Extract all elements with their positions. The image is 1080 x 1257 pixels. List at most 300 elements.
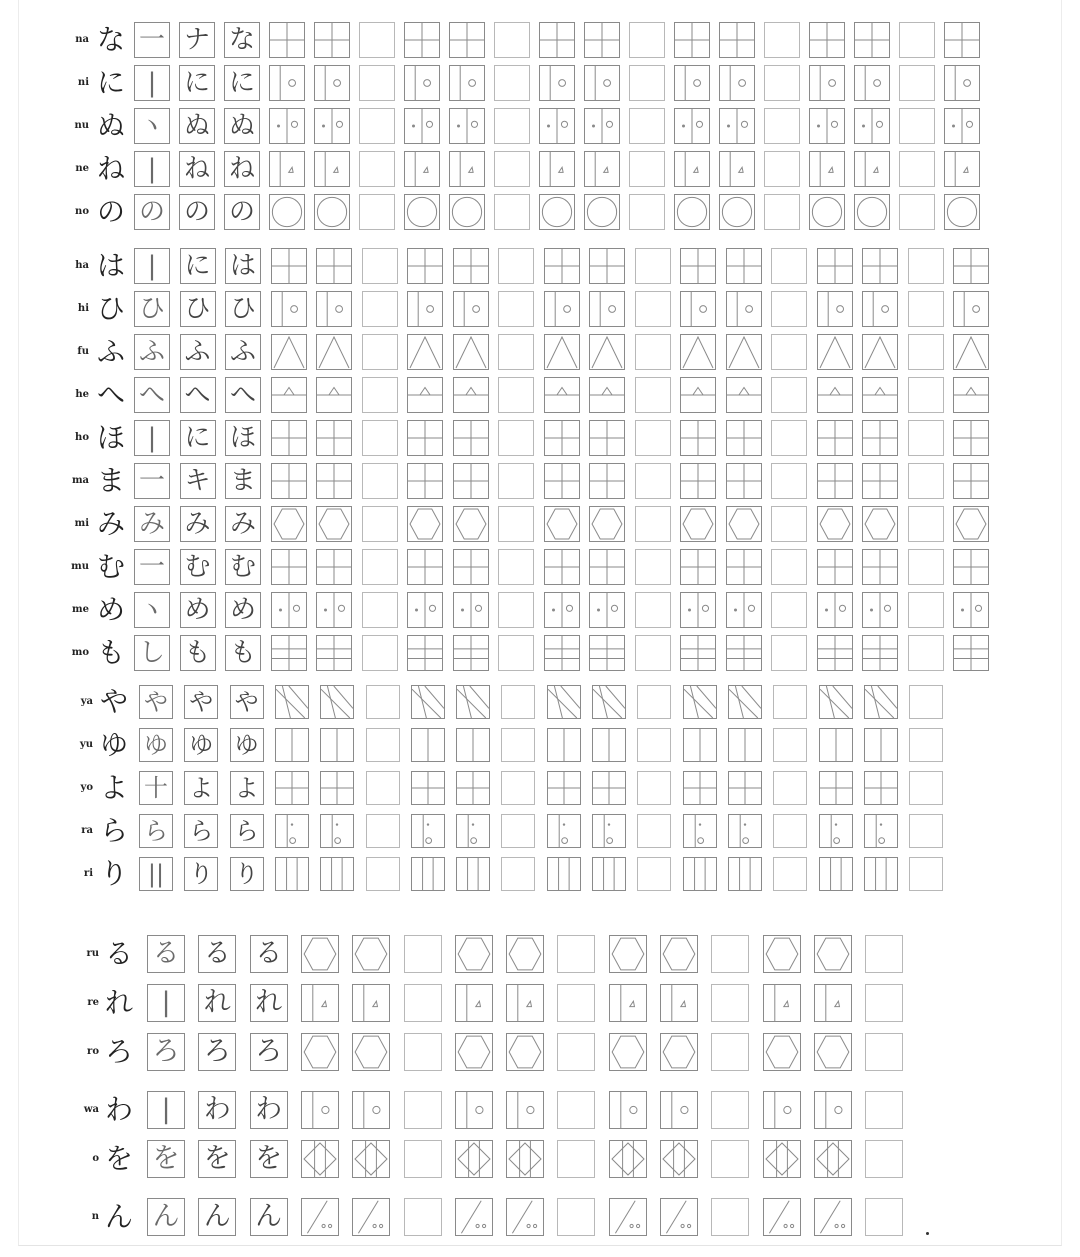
blank-practice-box[interactable] bbox=[404, 984, 442, 1022]
guide-practice-box[interactable] bbox=[854, 22, 890, 58]
stroke-example-box[interactable] bbox=[134, 463, 170, 499]
stroke-example-box[interactable] bbox=[224, 108, 260, 144]
guide-practice-box[interactable] bbox=[660, 1198, 698, 1236]
guide-practice-box[interactable] bbox=[506, 1140, 544, 1178]
guide-practice-box[interactable] bbox=[407, 248, 443, 284]
blank-practice-box[interactable] bbox=[637, 771, 671, 805]
guide-practice-box[interactable] bbox=[271, 635, 307, 671]
guide-practice-box[interactable] bbox=[592, 728, 626, 762]
guide-practice-box[interactable] bbox=[449, 151, 485, 187]
guide-practice-box[interactable] bbox=[314, 151, 350, 187]
blank-practice-box[interactable] bbox=[908, 549, 944, 585]
blank-practice-box[interactable] bbox=[909, 814, 943, 848]
blank-practice-box[interactable] bbox=[771, 506, 807, 542]
guide-practice-box[interactable] bbox=[726, 291, 762, 327]
guide-practice-box[interactable] bbox=[862, 592, 898, 628]
guide-practice-box[interactable] bbox=[854, 65, 890, 101]
guide-practice-box[interactable] bbox=[506, 1033, 544, 1071]
blank-practice-box[interactable] bbox=[635, 592, 671, 628]
guide-practice-box[interactable] bbox=[271, 463, 307, 499]
guide-practice-box[interactable] bbox=[271, 334, 307, 370]
guide-practice-box[interactable] bbox=[404, 151, 440, 187]
guide-practice-box[interactable] bbox=[680, 334, 716, 370]
stroke-example-box[interactable] bbox=[250, 1091, 288, 1129]
stroke-example-box[interactable] bbox=[250, 935, 288, 973]
guide-practice-box[interactable] bbox=[854, 194, 890, 230]
guide-practice-box[interactable] bbox=[453, 506, 489, 542]
guide-practice-box[interactable] bbox=[320, 814, 354, 848]
stroke-example-box[interactable] bbox=[250, 1198, 288, 1236]
guide-practice-box[interactable] bbox=[817, 506, 853, 542]
stroke-example-box[interactable] bbox=[180, 635, 216, 671]
guide-practice-box[interactable] bbox=[352, 1033, 390, 1071]
stroke-example-box[interactable] bbox=[147, 935, 185, 973]
stroke-example-box[interactable] bbox=[147, 1033, 185, 1071]
guide-practice-box[interactable] bbox=[609, 1198, 647, 1236]
guide-practice-box[interactable] bbox=[352, 935, 390, 973]
stroke-example-box[interactable] bbox=[225, 420, 261, 456]
blank-practice-box[interactable] bbox=[909, 685, 943, 719]
guide-practice-box[interactable] bbox=[404, 194, 440, 230]
guide-practice-box[interactable] bbox=[817, 377, 853, 413]
blank-practice-box[interactable] bbox=[404, 1033, 442, 1071]
guide-practice-box[interactable] bbox=[674, 65, 710, 101]
guide-practice-box[interactable] bbox=[455, 1140, 493, 1178]
guide-practice-box[interactable] bbox=[589, 248, 625, 284]
blank-practice-box[interactable] bbox=[771, 334, 807, 370]
guide-practice-box[interactable] bbox=[809, 22, 845, 58]
guide-practice-box[interactable] bbox=[763, 1140, 801, 1178]
guide-practice-box[interactable] bbox=[453, 463, 489, 499]
blank-practice-box[interactable] bbox=[501, 685, 535, 719]
blank-practice-box[interactable] bbox=[865, 1198, 903, 1236]
guide-practice-box[interactable] bbox=[455, 1091, 493, 1129]
guide-practice-box[interactable] bbox=[862, 377, 898, 413]
blank-practice-box[interactable] bbox=[637, 728, 671, 762]
blank-practice-box[interactable] bbox=[404, 1198, 442, 1236]
guide-practice-box[interactable] bbox=[407, 506, 443, 542]
guide-practice-box[interactable] bbox=[271, 291, 307, 327]
guide-practice-box[interactable] bbox=[592, 857, 626, 891]
guide-practice-box[interactable] bbox=[609, 1033, 647, 1071]
guide-practice-box[interactable] bbox=[819, 814, 853, 848]
blank-practice-box[interactable] bbox=[899, 108, 935, 144]
blank-practice-box[interactable] bbox=[366, 814, 400, 848]
guide-practice-box[interactable] bbox=[944, 151, 980, 187]
guide-practice-box[interactable] bbox=[680, 377, 716, 413]
guide-practice-box[interactable] bbox=[719, 65, 755, 101]
blank-practice-box[interactable] bbox=[764, 108, 800, 144]
stroke-example-box[interactable] bbox=[134, 291, 170, 327]
guide-practice-box[interactable] bbox=[316, 549, 352, 585]
stroke-example-box[interactable] bbox=[180, 549, 216, 585]
guide-practice-box[interactable] bbox=[953, 592, 989, 628]
guide-practice-box[interactable] bbox=[814, 1091, 852, 1129]
blank-practice-box[interactable] bbox=[711, 1198, 749, 1236]
stroke-example-box[interactable] bbox=[184, 728, 218, 762]
guide-practice-box[interactable] bbox=[944, 108, 980, 144]
guide-practice-box[interactable] bbox=[817, 549, 853, 585]
guide-practice-box[interactable] bbox=[680, 592, 716, 628]
guide-practice-box[interactable] bbox=[544, 291, 580, 327]
stroke-example-box[interactable] bbox=[230, 685, 264, 719]
blank-practice-box[interactable] bbox=[629, 22, 665, 58]
guide-practice-box[interactable] bbox=[506, 1198, 544, 1236]
stroke-example-box[interactable] bbox=[225, 291, 261, 327]
stroke-example-box[interactable] bbox=[179, 151, 215, 187]
guide-practice-box[interactable] bbox=[544, 420, 580, 456]
blank-practice-box[interactable] bbox=[362, 377, 398, 413]
stroke-example-box[interactable] bbox=[147, 1198, 185, 1236]
blank-practice-box[interactable] bbox=[865, 935, 903, 973]
guide-practice-box[interactable] bbox=[547, 728, 581, 762]
guide-practice-box[interactable] bbox=[589, 420, 625, 456]
stroke-example-box[interactable] bbox=[225, 377, 261, 413]
stroke-example-box[interactable] bbox=[198, 1198, 236, 1236]
guide-practice-box[interactable] bbox=[544, 377, 580, 413]
stroke-example-box[interactable] bbox=[134, 377, 170, 413]
guide-practice-box[interactable] bbox=[819, 685, 853, 719]
guide-practice-box[interactable] bbox=[680, 463, 716, 499]
guide-practice-box[interactable] bbox=[407, 549, 443, 585]
guide-practice-box[interactable] bbox=[809, 151, 845, 187]
stroke-example-box[interactable] bbox=[134, 151, 170, 187]
guide-practice-box[interactable] bbox=[862, 506, 898, 542]
blank-practice-box[interactable] bbox=[635, 420, 671, 456]
blank-practice-box[interactable] bbox=[501, 728, 535, 762]
guide-practice-box[interactable] bbox=[726, 420, 762, 456]
guide-practice-box[interactable] bbox=[453, 635, 489, 671]
stroke-example-box[interactable] bbox=[134, 549, 170, 585]
guide-practice-box[interactable] bbox=[680, 549, 716, 585]
guide-practice-box[interactable] bbox=[726, 334, 762, 370]
guide-practice-box[interactable] bbox=[683, 771, 717, 805]
blank-practice-box[interactable] bbox=[771, 248, 807, 284]
stroke-example-box[interactable] bbox=[184, 857, 218, 891]
blank-practice-box[interactable] bbox=[362, 334, 398, 370]
stroke-example-box[interactable] bbox=[139, 685, 173, 719]
stroke-example-box[interactable] bbox=[180, 420, 216, 456]
guide-practice-box[interactable] bbox=[719, 194, 755, 230]
guide-practice-box[interactable] bbox=[726, 635, 762, 671]
stroke-example-box[interactable] bbox=[225, 463, 261, 499]
stroke-example-box[interactable] bbox=[224, 194, 260, 230]
blank-practice-box[interactable] bbox=[635, 549, 671, 585]
guide-practice-box[interactable] bbox=[819, 728, 853, 762]
guide-practice-box[interactable] bbox=[407, 334, 443, 370]
guide-practice-box[interactable] bbox=[301, 1091, 339, 1129]
guide-practice-box[interactable] bbox=[544, 248, 580, 284]
blank-practice-box[interactable] bbox=[498, 420, 534, 456]
guide-practice-box[interactable] bbox=[407, 463, 443, 499]
guide-practice-box[interactable] bbox=[862, 549, 898, 585]
blank-practice-box[interactable] bbox=[359, 22, 395, 58]
guide-practice-box[interactable] bbox=[407, 377, 443, 413]
guide-practice-box[interactable] bbox=[592, 685, 626, 719]
blank-practice-box[interactable] bbox=[501, 771, 535, 805]
guide-practice-box[interactable] bbox=[316, 248, 352, 284]
guide-practice-box[interactable] bbox=[314, 194, 350, 230]
guide-practice-box[interactable] bbox=[271, 377, 307, 413]
stroke-example-box[interactable] bbox=[139, 814, 173, 848]
blank-practice-box[interactable] bbox=[865, 984, 903, 1022]
guide-practice-box[interactable] bbox=[453, 291, 489, 327]
blank-practice-box[interactable] bbox=[359, 194, 395, 230]
guide-practice-box[interactable] bbox=[411, 728, 445, 762]
blank-practice-box[interactable] bbox=[635, 463, 671, 499]
blank-practice-box[interactable] bbox=[908, 377, 944, 413]
guide-practice-box[interactable] bbox=[456, 857, 490, 891]
blank-practice-box[interactable] bbox=[362, 506, 398, 542]
guide-practice-box[interactable] bbox=[584, 108, 620, 144]
guide-practice-box[interactable] bbox=[269, 22, 305, 58]
guide-practice-box[interactable] bbox=[320, 771, 354, 805]
guide-practice-box[interactable] bbox=[301, 1033, 339, 1071]
guide-practice-box[interactable] bbox=[726, 248, 762, 284]
stroke-example-box[interactable] bbox=[139, 857, 173, 891]
guide-practice-box[interactable] bbox=[404, 22, 440, 58]
guide-practice-box[interactable] bbox=[726, 549, 762, 585]
guide-practice-box[interactable] bbox=[953, 549, 989, 585]
stroke-example-box[interactable] bbox=[179, 194, 215, 230]
guide-practice-box[interactable] bbox=[269, 65, 305, 101]
stroke-example-box[interactable] bbox=[230, 814, 264, 848]
guide-practice-box[interactable] bbox=[814, 935, 852, 973]
guide-practice-box[interactable] bbox=[455, 984, 493, 1022]
guide-practice-box[interactable] bbox=[862, 334, 898, 370]
blank-practice-box[interactable] bbox=[501, 857, 535, 891]
blank-practice-box[interactable] bbox=[773, 857, 807, 891]
blank-practice-box[interactable] bbox=[771, 291, 807, 327]
guide-practice-box[interactable] bbox=[404, 65, 440, 101]
blank-practice-box[interactable] bbox=[366, 771, 400, 805]
guide-practice-box[interactable] bbox=[453, 377, 489, 413]
blank-practice-box[interactable] bbox=[404, 1140, 442, 1178]
guide-practice-box[interactable] bbox=[453, 334, 489, 370]
guide-practice-box[interactable] bbox=[455, 1033, 493, 1071]
guide-practice-box[interactable] bbox=[660, 984, 698, 1022]
blank-practice-box[interactable] bbox=[362, 463, 398, 499]
guide-practice-box[interactable] bbox=[314, 22, 350, 58]
blank-practice-box[interactable] bbox=[771, 420, 807, 456]
stroke-example-box[interactable] bbox=[198, 1033, 236, 1071]
guide-practice-box[interactable] bbox=[544, 592, 580, 628]
guide-practice-box[interactable] bbox=[544, 463, 580, 499]
blank-practice-box[interactable] bbox=[404, 1091, 442, 1129]
stroke-example-box[interactable] bbox=[134, 420, 170, 456]
guide-practice-box[interactable] bbox=[584, 194, 620, 230]
blank-practice-box[interactable] bbox=[362, 291, 398, 327]
guide-practice-box[interactable] bbox=[316, 635, 352, 671]
blank-practice-box[interactable] bbox=[494, 108, 530, 144]
stroke-example-box[interactable] bbox=[134, 65, 170, 101]
guide-practice-box[interactable] bbox=[584, 65, 620, 101]
blank-practice-box[interactable] bbox=[771, 592, 807, 628]
stroke-example-box[interactable] bbox=[179, 65, 215, 101]
guide-practice-box[interactable] bbox=[719, 22, 755, 58]
stroke-example-box[interactable] bbox=[180, 334, 216, 370]
guide-practice-box[interactable] bbox=[589, 635, 625, 671]
blank-practice-box[interactable] bbox=[366, 857, 400, 891]
blank-practice-box[interactable] bbox=[865, 1140, 903, 1178]
blank-practice-box[interactable] bbox=[909, 857, 943, 891]
blank-practice-box[interactable] bbox=[494, 151, 530, 187]
guide-practice-box[interactable] bbox=[271, 549, 307, 585]
blank-practice-box[interactable] bbox=[557, 1033, 595, 1071]
stroke-example-box[interactable] bbox=[134, 22, 170, 58]
blank-practice-box[interactable] bbox=[557, 935, 595, 973]
guide-practice-box[interactable] bbox=[817, 248, 853, 284]
guide-practice-box[interactable] bbox=[269, 151, 305, 187]
guide-practice-box[interactable] bbox=[584, 151, 620, 187]
blank-practice-box[interactable] bbox=[909, 771, 943, 805]
blank-practice-box[interactable] bbox=[635, 506, 671, 542]
blank-practice-box[interactable] bbox=[899, 194, 935, 230]
stroke-example-box[interactable] bbox=[224, 22, 260, 58]
guide-practice-box[interactable] bbox=[819, 771, 853, 805]
stroke-example-box[interactable] bbox=[250, 1140, 288, 1178]
blank-practice-box[interactable] bbox=[498, 592, 534, 628]
guide-practice-box[interactable] bbox=[547, 685, 581, 719]
guide-practice-box[interactable] bbox=[953, 420, 989, 456]
guide-practice-box[interactable] bbox=[456, 814, 490, 848]
guide-practice-box[interactable] bbox=[953, 291, 989, 327]
guide-practice-box[interactable] bbox=[352, 984, 390, 1022]
blank-practice-box[interactable] bbox=[498, 549, 534, 585]
guide-practice-box[interactable] bbox=[547, 814, 581, 848]
guide-practice-box[interactable] bbox=[817, 420, 853, 456]
blank-practice-box[interactable] bbox=[909, 728, 943, 762]
guide-practice-box[interactable] bbox=[539, 22, 575, 58]
guide-practice-box[interactable] bbox=[817, 592, 853, 628]
guide-practice-box[interactable] bbox=[719, 108, 755, 144]
guide-practice-box[interactable] bbox=[864, 771, 898, 805]
guide-practice-box[interactable] bbox=[864, 857, 898, 891]
guide-practice-box[interactable] bbox=[674, 194, 710, 230]
guide-practice-box[interactable] bbox=[316, 291, 352, 327]
guide-practice-box[interactable] bbox=[316, 334, 352, 370]
stroke-example-box[interactable] bbox=[134, 334, 170, 370]
guide-practice-box[interactable] bbox=[674, 151, 710, 187]
guide-practice-box[interactable] bbox=[547, 857, 581, 891]
guide-practice-box[interactable] bbox=[763, 984, 801, 1022]
guide-practice-box[interactable] bbox=[506, 984, 544, 1022]
guide-practice-box[interactable] bbox=[407, 420, 443, 456]
blank-practice-box[interactable] bbox=[498, 506, 534, 542]
guide-practice-box[interactable] bbox=[854, 108, 890, 144]
stroke-example-box[interactable] bbox=[139, 728, 173, 762]
guide-practice-box[interactable] bbox=[449, 108, 485, 144]
guide-practice-box[interactable] bbox=[301, 935, 339, 973]
guide-practice-box[interactable] bbox=[544, 549, 580, 585]
stroke-example-box[interactable] bbox=[184, 685, 218, 719]
stroke-example-box[interactable] bbox=[180, 463, 216, 499]
blank-practice-box[interactable] bbox=[629, 194, 665, 230]
blank-practice-box[interactable] bbox=[711, 1091, 749, 1129]
stroke-example-box[interactable] bbox=[179, 108, 215, 144]
guide-practice-box[interactable] bbox=[809, 108, 845, 144]
guide-practice-box[interactable] bbox=[728, 857, 762, 891]
blank-practice-box[interactable] bbox=[635, 248, 671, 284]
guide-practice-box[interactable] bbox=[944, 22, 980, 58]
stroke-example-box[interactable] bbox=[147, 984, 185, 1022]
guide-practice-box[interactable] bbox=[456, 685, 490, 719]
blank-practice-box[interactable] bbox=[908, 592, 944, 628]
guide-practice-box[interactable] bbox=[609, 1091, 647, 1129]
guide-practice-box[interactable] bbox=[589, 592, 625, 628]
guide-practice-box[interactable] bbox=[589, 506, 625, 542]
blank-practice-box[interactable] bbox=[498, 248, 534, 284]
stroke-example-box[interactable] bbox=[250, 1033, 288, 1071]
blank-practice-box[interactable] bbox=[908, 635, 944, 671]
guide-practice-box[interactable] bbox=[683, 685, 717, 719]
blank-practice-box[interactable] bbox=[362, 635, 398, 671]
guide-practice-box[interactable] bbox=[609, 935, 647, 973]
blank-practice-box[interactable] bbox=[635, 377, 671, 413]
blank-practice-box[interactable] bbox=[557, 1198, 595, 1236]
blank-practice-box[interactable] bbox=[404, 935, 442, 973]
guide-practice-box[interactable] bbox=[314, 65, 350, 101]
guide-practice-box[interactable] bbox=[275, 728, 309, 762]
guide-practice-box[interactable] bbox=[320, 857, 354, 891]
blank-practice-box[interactable] bbox=[498, 291, 534, 327]
guide-practice-box[interactable] bbox=[352, 1198, 390, 1236]
stroke-example-box[interactable] bbox=[134, 506, 170, 542]
guide-practice-box[interactable] bbox=[449, 194, 485, 230]
blank-practice-box[interactable] bbox=[764, 151, 800, 187]
blank-practice-box[interactable] bbox=[637, 857, 671, 891]
blank-practice-box[interactable] bbox=[362, 549, 398, 585]
guide-practice-box[interactable] bbox=[271, 592, 307, 628]
stroke-example-box[interactable] bbox=[225, 549, 261, 585]
guide-practice-box[interactable] bbox=[453, 248, 489, 284]
guide-practice-box[interactable] bbox=[506, 1091, 544, 1129]
guide-practice-box[interactable] bbox=[864, 685, 898, 719]
stroke-example-box[interactable] bbox=[230, 771, 264, 805]
guide-practice-box[interactable] bbox=[674, 108, 710, 144]
stroke-example-box[interactable] bbox=[179, 22, 215, 58]
guide-practice-box[interactable] bbox=[269, 194, 305, 230]
guide-practice-box[interactable] bbox=[660, 1140, 698, 1178]
blank-practice-box[interactable] bbox=[635, 334, 671, 370]
guide-practice-box[interactable] bbox=[726, 463, 762, 499]
guide-practice-box[interactable] bbox=[809, 65, 845, 101]
stroke-example-box[interactable] bbox=[180, 506, 216, 542]
guide-practice-box[interactable] bbox=[584, 22, 620, 58]
guide-practice-box[interactable] bbox=[544, 506, 580, 542]
blank-practice-box[interactable] bbox=[908, 463, 944, 499]
stroke-example-box[interactable] bbox=[225, 248, 261, 284]
blank-practice-box[interactable] bbox=[899, 22, 935, 58]
guide-practice-box[interactable] bbox=[301, 1198, 339, 1236]
guide-practice-box[interactable] bbox=[944, 65, 980, 101]
guide-practice-box[interactable] bbox=[314, 108, 350, 144]
guide-practice-box[interactable] bbox=[539, 194, 575, 230]
blank-practice-box[interactable] bbox=[773, 814, 807, 848]
blank-practice-box[interactable] bbox=[908, 334, 944, 370]
blank-practice-box[interactable] bbox=[501, 814, 535, 848]
blank-practice-box[interactable] bbox=[359, 108, 395, 144]
blank-practice-box[interactable] bbox=[366, 728, 400, 762]
blank-practice-box[interactable] bbox=[359, 151, 395, 187]
blank-practice-box[interactable] bbox=[764, 65, 800, 101]
blank-practice-box[interactable] bbox=[498, 377, 534, 413]
guide-practice-box[interactable] bbox=[728, 814, 762, 848]
guide-practice-box[interactable] bbox=[817, 635, 853, 671]
stroke-example-box[interactable] bbox=[225, 635, 261, 671]
guide-practice-box[interactable] bbox=[953, 635, 989, 671]
blank-practice-box[interactable] bbox=[637, 685, 671, 719]
